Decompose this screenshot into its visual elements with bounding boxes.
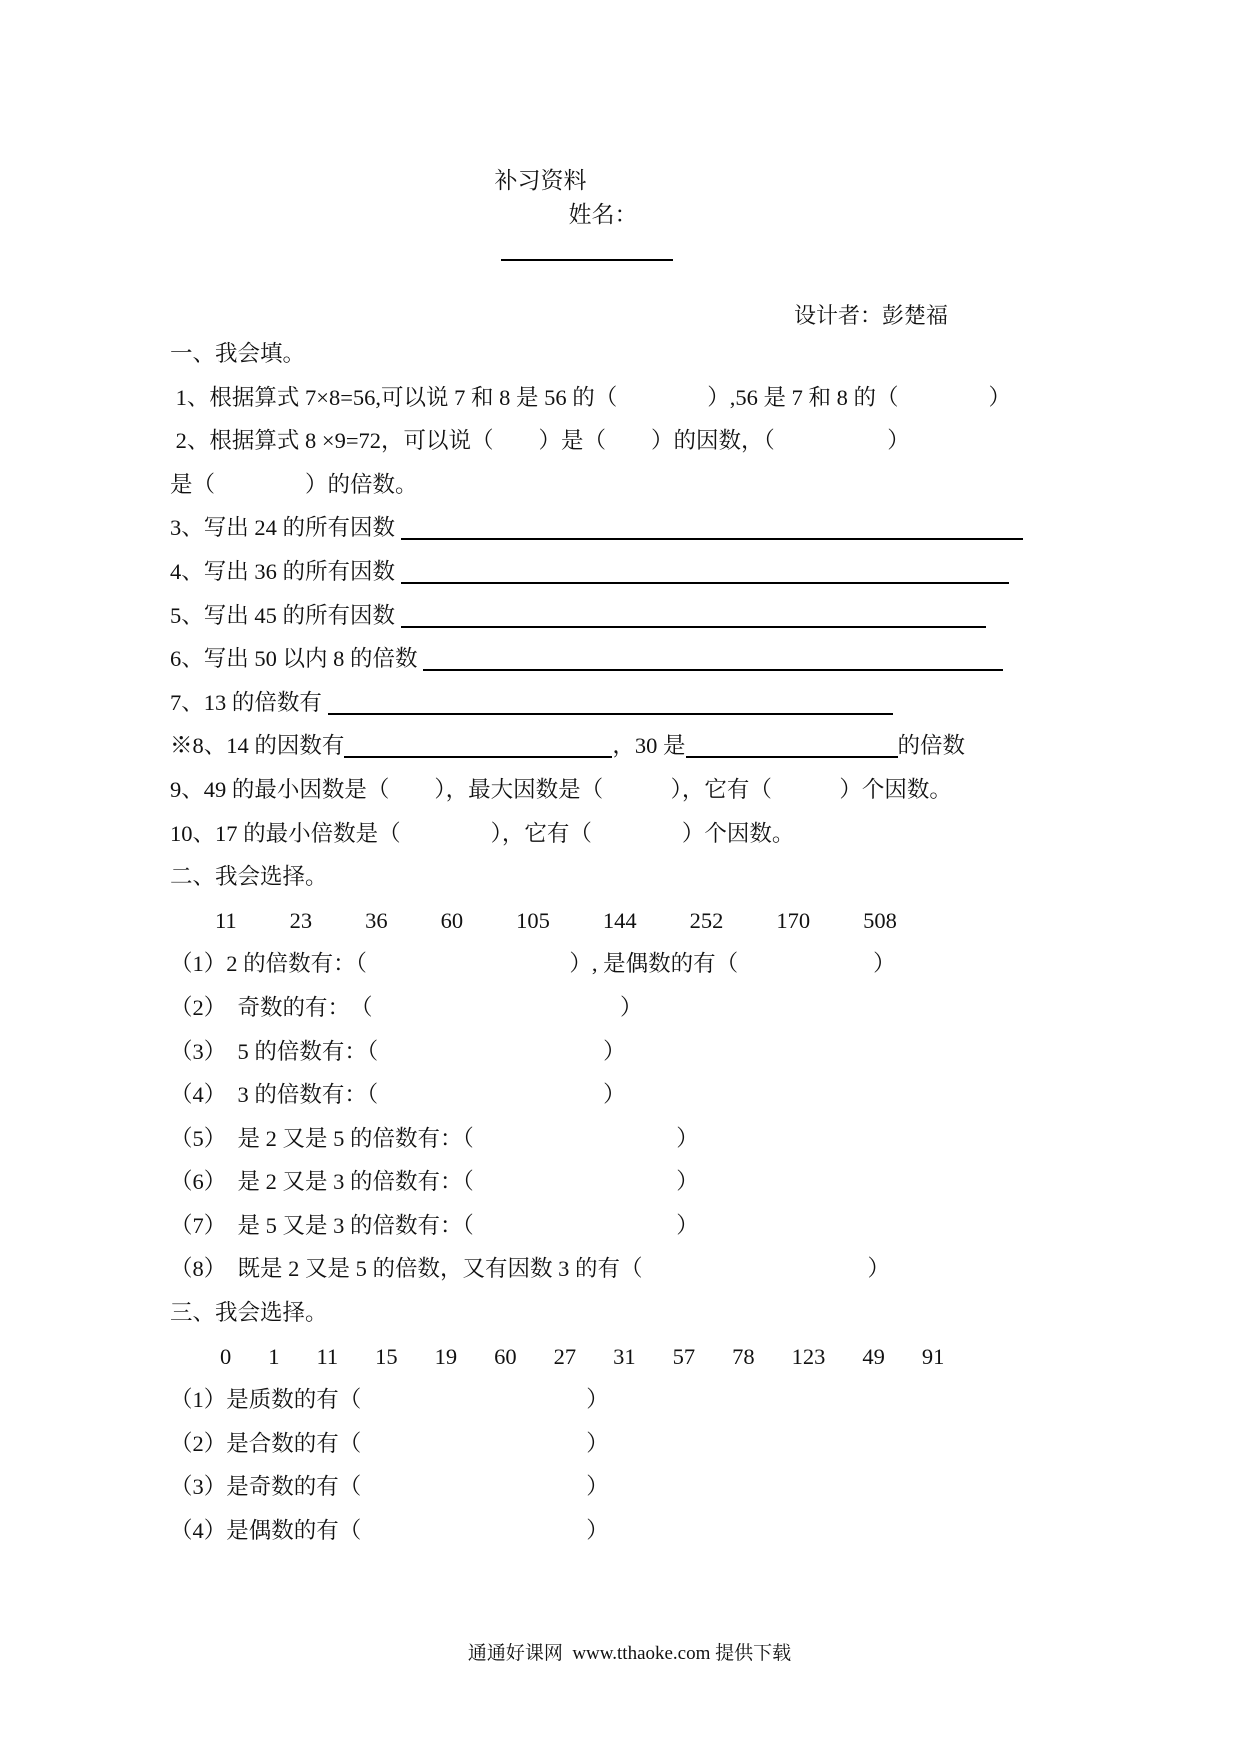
line-text: 的倍数 bbox=[897, 733, 966, 759]
candidate-number: 105 bbox=[516, 907, 550, 933]
candidate-number: 60 bbox=[440, 907, 464, 933]
worksheet-line bbox=[170, 376, 1180, 420]
candidate-number: 15 bbox=[375, 1343, 398, 1369]
answer-blank bbox=[401, 566, 1009, 584]
answer-blank bbox=[328, 697, 893, 715]
line-text: （3）是奇数的有（ ） bbox=[170, 1474, 609, 1500]
section1-lines bbox=[170, 376, 1180, 856]
worksheet-line bbox=[170, 1073, 1180, 1117]
candidate-number: 144 bbox=[602, 907, 637, 933]
section2-lines bbox=[170, 942, 1180, 1291]
worksheet-line bbox=[170, 942, 1180, 986]
line-text: 7、13 的倍数有 bbox=[170, 689, 328, 715]
candidate-number: 123 bbox=[791, 1343, 826, 1369]
worksheet-line bbox=[170, 1247, 1180, 1291]
worksheet-line bbox=[170, 419, 1180, 463]
candidate-number: 252 bbox=[689, 907, 724, 933]
candidate-number: 23 bbox=[289, 907, 313, 933]
designer-row bbox=[0, 300, 1240, 332]
worksheet-line bbox=[170, 1030, 1180, 1074]
answer-blank bbox=[423, 653, 1003, 671]
worksheet-line bbox=[170, 463, 1180, 507]
candidate-number: 91 bbox=[921, 1343, 945, 1369]
worksheet-line bbox=[170, 637, 1180, 681]
worksheet-line bbox=[170, 506, 1180, 550]
candidate-number: 31 bbox=[613, 1343, 636, 1369]
line-text: （6） 是 2 又是 3 的倍数有：（ ） bbox=[170, 1169, 699, 1195]
line-text: 2、根据算式 8 ×9=72，可以说（ ）是（ ）的因数，（ ） bbox=[170, 428, 910, 454]
page-title: 补习资料 bbox=[494, 168, 587, 193]
designer-credit: 设计者：彭楚福 bbox=[793, 303, 948, 328]
line-text: （5） 是 2 又是 5 的倍数有：（ ） bbox=[170, 1125, 699, 1151]
worksheet-line bbox=[170, 768, 1180, 812]
answer-blank bbox=[344, 740, 612, 758]
candidate-number: 170 bbox=[776, 907, 811, 933]
line-text: ※8、14 的因数有 bbox=[170, 733, 345, 759]
section3-lines bbox=[170, 1378, 1180, 1552]
section2-number-list bbox=[170, 899, 1180, 943]
worksheet-line bbox=[170, 550, 1180, 594]
candidate-number: 508 bbox=[863, 907, 897, 933]
worksheet-line bbox=[170, 1465, 1180, 1509]
line-text: 10、17 的最小倍数是（ ），它有（ ）个因数。 bbox=[170, 820, 795, 846]
line-text: 9、49 的最小因数是（ ），最大因数是（ ），它有（ ）个因数。 bbox=[170, 776, 952, 802]
worksheet-line bbox=[170, 986, 1180, 1030]
candidate-number: 57 bbox=[672, 1343, 696, 1369]
line-text: （4） 3 的倍数有：（ ） bbox=[170, 1082, 626, 1108]
candidate-number: 60 bbox=[494, 1343, 517, 1369]
worksheet-line bbox=[170, 1204, 1180, 1248]
line-text: （2） 奇数的有： （ ） bbox=[170, 994, 643, 1020]
line-text: （1）是质数的有（ ） bbox=[170, 1387, 609, 1413]
answer-blank bbox=[686, 740, 898, 758]
line-text: 3、写出 24 的所有因数 bbox=[170, 515, 401, 541]
line-text: 4、写出 36 的所有因数 bbox=[170, 558, 401, 584]
title-row bbox=[0, 130, 1240, 300]
worksheet-line bbox=[170, 812, 1180, 856]
line-text: 1、根据算式 7×8=56,可以说 7 和 8 是 56 的（ ）,56 是 7 和 8 的（ ） bbox=[170, 384, 1012, 410]
line-text: （7） 是 5 又是 3 的倍数有：（ ） bbox=[170, 1212, 699, 1238]
section1-heading: 一、我会填。 bbox=[170, 341, 306, 366]
candidate-number: 11 bbox=[215, 907, 237, 933]
candidate-number: 36 bbox=[365, 907, 388, 933]
line-text: （2）是合数的有（ ） bbox=[170, 1430, 609, 1456]
worksheet-line bbox=[170, 681, 1180, 725]
line-text: 5、写出 45 的所有因数 bbox=[170, 602, 401, 628]
section3-number-list bbox=[170, 1335, 1180, 1379]
answer-blank bbox=[401, 522, 1023, 540]
name-label: 姓名： bbox=[568, 202, 638, 227]
worksheet-line bbox=[170, 724, 1180, 768]
candidate-number: 11 bbox=[316, 1343, 339, 1369]
candidate-number: 78 bbox=[732, 1343, 755, 1369]
answer-blank bbox=[401, 610, 986, 628]
worksheet-line bbox=[170, 1378, 1180, 1422]
line-text: （1）2 的倍数有：（ ）, 是偶数的有（ ） bbox=[170, 951, 896, 977]
header bbox=[0, 0, 1240, 332]
line-text: 是（ ）的倍数。 bbox=[170, 471, 418, 497]
worksheet-line bbox=[170, 1509, 1180, 1553]
line-text: 6、写出 50 以内 8 的倍数 bbox=[170, 646, 424, 672]
name-blank-line bbox=[501, 241, 673, 261]
line-text: （3） 5 的倍数有：（ ） bbox=[170, 1038, 626, 1064]
candidate-number: 27 bbox=[553, 1343, 577, 1369]
worksheet-line bbox=[170, 1160, 1180, 1204]
footer-text: 通通好课网 www.tthaoke.com 提供下载 bbox=[467, 1643, 792, 1664]
line-text: （4）是偶数的有（ ） bbox=[170, 1518, 609, 1544]
worksheet-line bbox=[170, 594, 1180, 638]
line-text: ，30 是 bbox=[612, 733, 686, 759]
candidate-number: 49 bbox=[862, 1343, 885, 1369]
candidate-number: 1 bbox=[268, 1343, 280, 1369]
worksheet-line bbox=[170, 1117, 1180, 1161]
worksheet-body bbox=[0, 332, 1240, 1553]
footer bbox=[0, 1616, 1240, 1687]
section3-heading: 三、我会选择。 bbox=[170, 1300, 328, 1326]
line-text: （8） 既是 2 又是 5 的倍数，又有因数 3 的有（ ） bbox=[170, 1256, 891, 1282]
worksheet-line bbox=[170, 1422, 1180, 1466]
candidate-number: 0 bbox=[220, 1343, 232, 1369]
candidate-number: 19 bbox=[434, 1343, 458, 1369]
section2-heading: 二、我会选择。 bbox=[170, 864, 328, 890]
